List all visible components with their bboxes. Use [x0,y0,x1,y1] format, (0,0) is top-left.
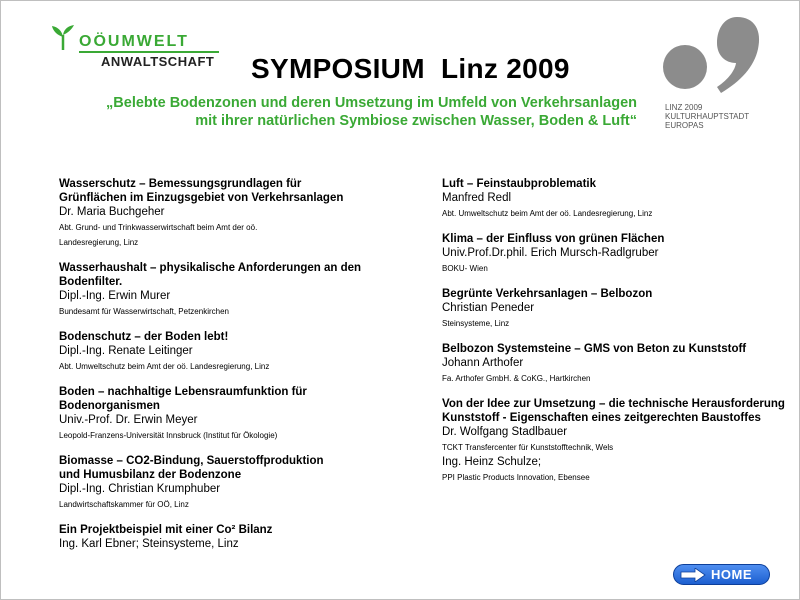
talk-title: und Humusbilanz der Bodenzone [59,469,242,481]
program-item [59,454,399,512]
linz2009-line1: LINZ 2009 [665,103,703,112]
talk-title: Von der Idee zur Umsetzung – die technische Herausforderung [442,398,785,410]
talk-title: Klima – der Einfluss von grünen Flächen [442,233,665,245]
arrow-right-icon [680,568,706,582]
speaker-name: Dr. Maria Buchgeher [59,206,165,218]
speaker-name: Univ.Prof.Dr.phil. Erich Mursch-Radlgruber [442,247,659,259]
speaker-affiliation: Leopold-Franzens-Universität Innsbruck (Institut für Ökologie) [59,431,278,440]
program-item [59,177,399,250]
talk-title: Bodenorganismen [59,400,160,412]
home-button-label: HOME [711,567,752,582]
speaker-affiliation: Landwirtschaftskammer für OÖ, Linz [59,500,189,509]
speaker-name: Manfred Redl [442,192,512,204]
speaker-name: Ing. Karl Ebner; Steinsysteme, Linz [59,538,239,550]
left-program-column [59,177,399,563]
talk-title: Boden – nachhaltige Lebensraumfunktion für [59,386,307,398]
speaker-affiliation: Abt. Umweltschutz beim Amt der oö. Landesregierung, Linz [442,209,653,218]
speaker-name: Dipl.-Ing. Renate Leitinger [59,345,193,357]
speaker-name: Ing. Heinz Schulze; [442,456,542,468]
speaker-name: Dipl.-Ing. Christian Krumphuber [59,483,221,495]
speaker-affiliation: PPI Plastic Products Innovation, Ebensee [442,473,590,482]
home-button[interactable] [673,564,770,585]
program-item [59,261,399,319]
speaker-affiliation: BOKU- Wien [442,264,488,273]
talk-title: Belbozon Systemsteine – GMS von Beton zu Kunststoff [442,343,747,355]
program-item [442,342,797,386]
speaker-affiliation: TCKT Transfercenter für Kunststofftechnik, Wels [442,443,614,452]
plant-icon [49,23,77,51]
speaker-name: Christian Peneder [442,302,535,314]
subtitle [47,94,637,130]
linz2009-line2: KULTURHAUPTSTADT [665,112,750,121]
speaker-name: Johann Arthofer [442,357,524,369]
talk-title: Wasserschutz – Bemessungsgrundlagen für [59,178,302,190]
subtitle-line2: mit ihrer natürlichen Symbiose zwischen Wasser, Boden & Luft“ [195,113,637,129]
program-item [59,523,399,552]
logo-bottom-text: ANWALTSCHAFT [101,54,215,69]
speaker-name: Dr. Wolfgang Stadlbauer [442,426,568,438]
program-item [59,385,399,443]
right-program-column [442,177,797,496]
talk-title: Bodenfilter. [59,276,123,288]
linz2009-line3: EUROPAS [665,121,704,130]
program-item [59,330,399,374]
linz2009-logo [661,15,771,135]
speaker-affiliation: Fa. Arthofer GmbH. & CoKG., Hartkirchen [442,374,591,383]
talk-title: Begrünte Verkehrsanlagen – Belbozon [442,288,653,300]
talk-title: Kunststoff - Eigenschaften eines zeitgerechten Baustoffes [442,412,761,424]
logo-top-text: OÖUMWELT [79,33,189,50]
speaker-name: Univ.-Prof. Dr. Erwin Meyer [59,414,198,426]
talk-title: Biomasse – CO2-Bindung, Sauerstoffproduktion [59,455,324,467]
logo-underline [79,51,219,53]
linz2009-mark-icon [661,15,771,103]
talk-title: Wasserhaushalt – physikalische Anforderungen an den [59,262,362,274]
program-item [442,177,797,221]
talk-title: Grünflächen im Einzugsgebiet von Verkehrsanlagen [59,192,344,204]
speaker-name: Dipl.-Ing. Erwin Murer [59,290,171,302]
speaker-affiliation: Bundesamt für Wasserwirtschaft, Petzenkirchen [59,307,229,316]
subtitle-line1: „Belebte Bodenzonen und deren Umsetzung im Umfeld von Verkehrsanlagen [106,95,637,111]
page-title: SYMPOSIUM Linz 2009 [251,53,570,84]
ooe-umweltanwaltschaft-logo [49,23,224,75]
program-item [442,232,797,276]
speaker-affiliation: Steinsysteme, Linz [442,319,510,328]
speaker-affiliation: Landesregierung, Linz [59,238,139,247]
speaker-affiliation: Abt. Grund- und Trinkwasserwirtschaft beim Amt der oö. [59,223,258,232]
talk-title: Ein Projektbeispiel mit einer Co² Bilanz [59,524,273,536]
talk-title: Luft – Feinstaubproblematik [442,178,596,190]
speaker-affiliation: Abt. Umweltschutz beim Amt der oö. Landesregierung, Linz [59,362,270,371]
program-item [442,397,797,485]
talk-title: Bodenschutz – der Boden lebt! [59,331,229,343]
program-item [442,287,797,331]
